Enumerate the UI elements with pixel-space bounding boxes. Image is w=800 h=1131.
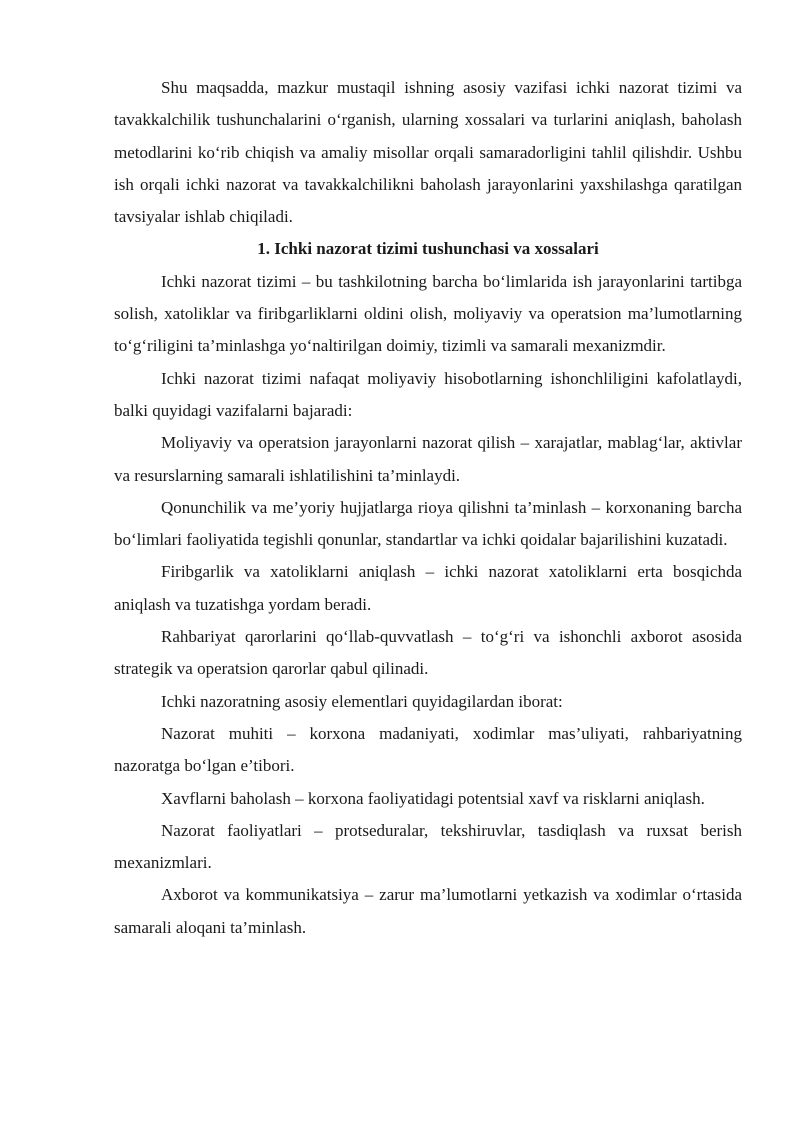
- paragraph-function-financial: Moliyaviy va operatsion jarayonlarni nazorat qilish – xarajatlar, mablag‘lar, aktivlar va resurslarning samarali ishlatilishini ta’minlaydi.: [114, 433, 742, 485]
- document-page: [114, 72, 742, 944]
- paragraph-element-environment: Nazorat muhiti – korxona madaniyati, xodimlar mas’uliyati, rahbariyatning nazoratga bo‘lgan e’tibori.: [114, 723, 742, 776]
- paragraph-functions-intro: Ichki nazorat tizimi nafaqat moliyaviy hisobotlarning ishonchliligini kafolatlaydi, balki quyidagi vazifalarni bajaradi:: [114, 368, 742, 420]
- intro-paragraph: Shu maqsadda, mazkur mustaqil ishning asosiy vazifasi ichki nazorat tizimi va tavakkalchilik tushunchalarini o‘rganish, ularning xossalari va turlarini aniqlash, baholash metodlarini ko‘rib chiqish va amaliy misollar orqali samaradorligini tahlil qilishdir. Ushbu ish orqali ichki nazorat va tavakkalchilikni baholash jarayonlarini yaxshilashga qaratilgan tavsiyalar ishlab chiqiladi.: [114, 78, 742, 227]
- paragraph-element-risk: Xavflarni baholash – korxona faoliyatidagi potentsial xavf va risklarni aniqlash.: [161, 788, 705, 808]
- section-heading: 1. Ichki nazorat tizimi tushunchasi va xossalari: [257, 239, 599, 259]
- paragraph-function-management: Rahbariyat qarorlarini qo‘llab-quvvatlash – to‘g‘ri va ishonchli axborot asosida strategik va operatsion qarorlar qabul qilinadi.: [114, 627, 742, 679]
- paragraph-element-communication: Axborot va kommunikatsiya – zarur ma’lumotlarni yetkazish va xodimlar o‘rtasida samarali aloqani ta’minlash.: [114, 885, 742, 937]
- paragraph-elements-intro: Ichki nazoratning asosiy elementlari quyidagilardan iborat:: [161, 691, 563, 711]
- paragraph-element-activities: Nazorat faoliyatlari – protseduralar, tekshiruvlar, tasdiqlash va ruxsat berish mexanizmlari.: [114, 820, 742, 873]
- paragraph-function-fraud: Firibgarlik va xatoliklarni aniqlash – ichki nazorat xatoliklarni erta bosqichda aniqlash va tuzatishga yordam beradi.: [114, 562, 742, 614]
- paragraph-function-compliance: Qonunchilik va me’yoriy hujjatlarga rioya qilishni ta’minlash – korxonaning barcha bo‘limlari faoliyatida tegishli qonunlar, standartlar va ichki qoidalar bajarilishini kuzatadi.: [114, 497, 742, 550]
- paragraph-definition: Ichki nazorat tizimi – bu tashkilotning barcha bo‘limlarida ish jarayonlarini tartibga solish, xatoliklar va firibgarliklarni oldini olish, moliyaviy va operatsion ma’lumotlarning to‘g‘riligini ta’minlashga yo‘naltirilgan doimiy, tizimli va samarali mexanizmdir.: [114, 271, 742, 356]
